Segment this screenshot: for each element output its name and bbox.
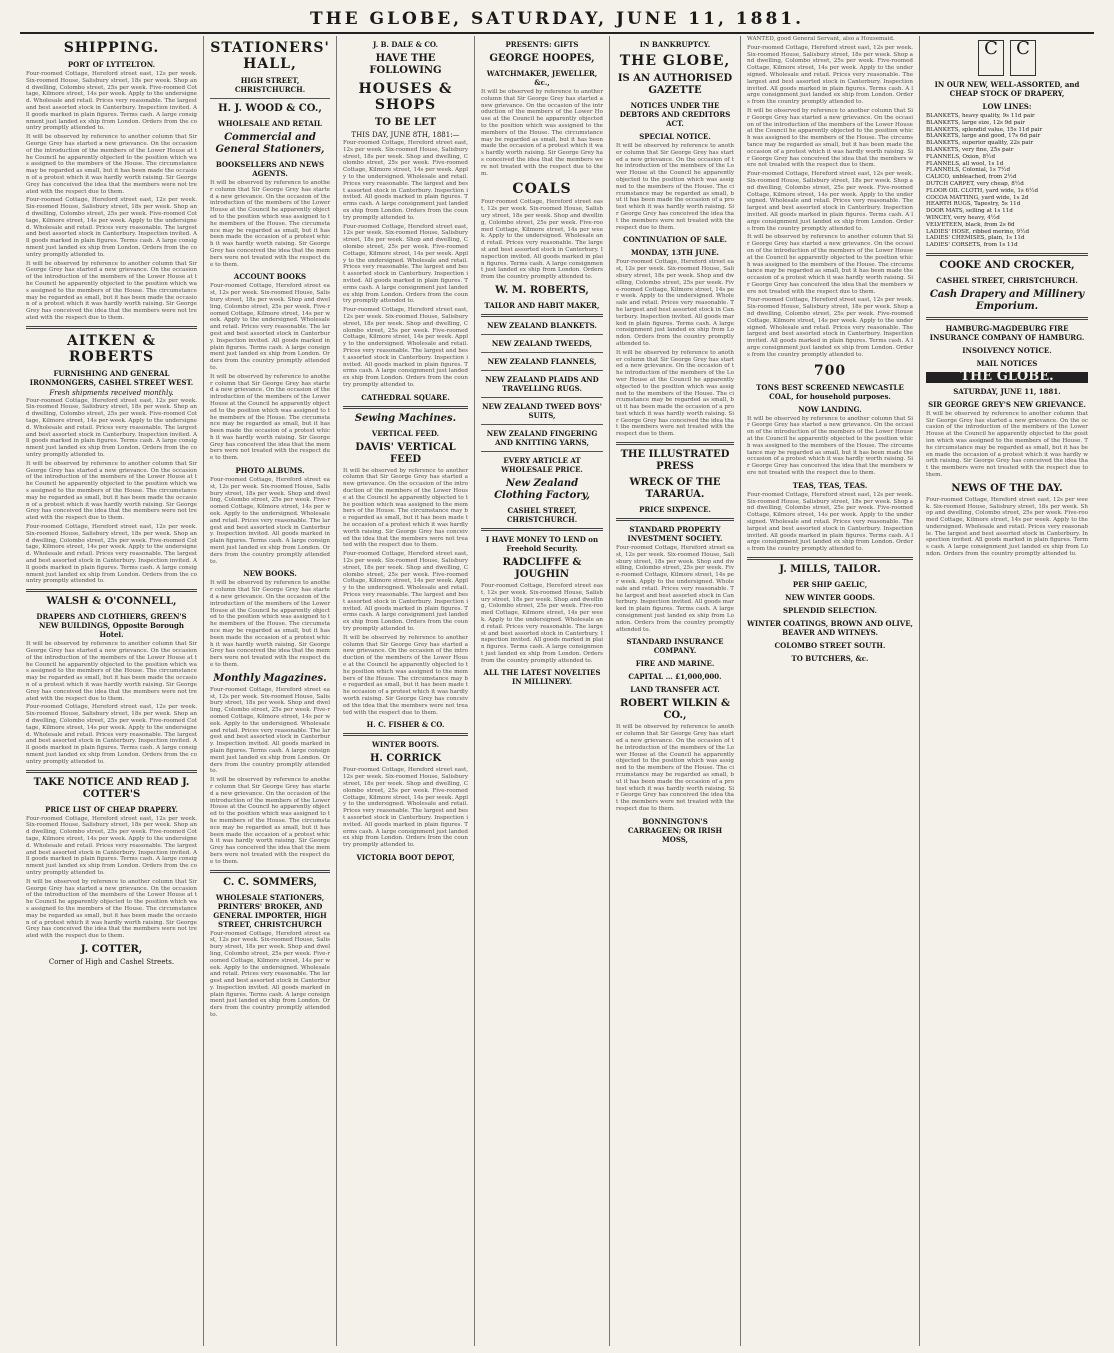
price-list-item: [926, 127, 1088, 134]
globe-title: THE GLOBE,: [619, 53, 731, 69]
wanted-1: WANTED, good General Servant, also a Housemaid.: [747, 36, 895, 42]
aitken-sub: FURNISHING AND GENERAL IRONMONGERS, CASHEL STREET WEST.: [29, 368, 194, 387]
mills-heading: J. MILLS, TAILOR.: [779, 564, 881, 575]
newspaper-columns: [20, 36, 1094, 1346]
price-list-item: [926, 147, 1088, 154]
price-list-item: [926, 154, 1088, 161]
stationers-heading: STATIONERS' HALL,: [210, 40, 330, 72]
price-item-text: VELVETEEN, black, from 2s 6d: [926, 221, 1015, 228]
masthead: THE GLOBE, SATURDAY, JUNE 11, 1881.: [20, 6, 1094, 34]
every-article: EVERY ARTICLE AT WHOLESALE PRICE.: [501, 455, 583, 474]
sale-text: Four-roomed Cottage, Hereford street east, 12s per week. Six-roomed House, Salisbury street, 18s per week. Shop and dwelling, Colombo street, 25s per week. Five-roomed Cottage, Kilmore street, 14s per week. Apply to the undersigned. Wholesale and retail. Prices very reasonable. The largest and best assorted stock in Canterbury. Inspection invited. All goods marked in plain figures. Terms cash. A large consignment just landed ex ship from London. Orders from the country promptly attended to.: [616, 259, 734, 347]
have-heading: HAVE THE FOLLOWING: [369, 53, 442, 76]
radcliffe-heading: RADCLIFFE & JOUGHIN: [502, 556, 582, 580]
date-line: THIS DAY, JUNE 8TH, 1881:—: [351, 131, 460, 139]
booksellers: BOOKSELLERS AND NEWS AGENTS.: [215, 160, 325, 178]
sommers-sub: WHOLESALE STATIONERS, PRINTERS' BROKER, AND GENERAL IMPORTER, HIGH STREET, CHRISTCHURCH: [213, 892, 327, 929]
wreck-heading: WRECK OF THE TARARUA.: [629, 477, 721, 501]
price-list-item: [926, 208, 1088, 215]
radcliffe-text: Four-roomed Cottage, Hereford street east, 12s per week. Six-roomed House, Salisbury street, 18s per week. Shop and dwelling, Colombo street, 25s per week. Five-roomed Cottage, Kilmore street, 14s per week. Apply to the undersigned. Wholesale and retail. Prices very reasonable. The largest and best assorted stock in Canterbury. Inspection invited. All goods marked in plain figures. Terms cash. A large consignment just landed ex ship from London. Orders from the country promptly attended to.: [481, 582, 604, 664]
wanted-text-4: It will be observed by reference to another column that Sir George Grey has started a new grievance. On the occasion of the introduction of the members of the Lower House at the Council he apparently objected to the position which was assigned to the members of the House. The circumstance may be regarded as small, but it has been made the occasion of a protest which it was hardly worth raising. Sir George Grey has conceived the idea that the members were not treated with the respect due to them.: [747, 234, 914, 295]
coatings: WINTER COATINGS, BROWN AND OLIVE, BEAVER AND WITNEYS.: [747, 619, 913, 637]
column-drapery: [920, 36, 1094, 1346]
low-lines: LOW LINES:: [982, 102, 1032, 111]
price-list-item: [926, 188, 1088, 195]
wanted-text: Four-roomed Cottage, Hereford street east, 12s per week. Six-roomed House, Salisbury street, 18s per week. Shop and dwelling, Colombo street, 25s per week. Five-roomed Cottage, Kilmore street, 14s per week. Apply to the undersigned. Wholesale and retail. Prices very reasonable. The largest and best assorted stock in Canterbury. Inspection invited. All goods marked in plain figures. Terms cash. A large consignment just landed ex ship from London. Orders from the country promptly attended to.: [747, 44, 913, 106]
grey-text: It will be observed by reference to another column that Sir George Grey has started a new grievance. On the occasion of the introduction of the members of the Lower House at the Council he apparently objected to the position which was assigned to the members of the House. The circumstance may be regarded as small, but it has been made the occasion of a protest which it was hardly worth raising. Sir George Grey has conceived the idea that the members were not treated with the respect due to them.: [926, 410, 1088, 478]
bonnington: BONNINGTON'S CARRAGEEN; OR IRISH MOSS,: [627, 816, 723, 844]
wood-text-2: Four-roomed Cottage, Hereford street east, 12s per week. Six-roomed House, Salisbury street, 18s per week. Shop and dwelling, Colombo street, 25s per week. Five-roomed Cottage, Kilmore street, 14s per week. Apply to the undersigned. Wholesale and retail. Prices very reasonable. The largest and best assorted stock in Canterbury. Inspection invited. All goods marked in plain figures. Terms cash. A large consignment just landed ex ship from London. Orders from the country promptly attended to.: [210, 283, 330, 371]
nz-boys: NEW ZEALAND TWEED BOYS' SUITS,: [482, 401, 602, 420]
price-item-text: HEARTH RUGS, Tapestry, 5s 11d: [926, 201, 1021, 208]
price-item-text: DOOR MATS, selling at 1s 11d: [926, 208, 1013, 215]
fisher: H. C. FISHER & CO.: [366, 720, 445, 730]
dale-text: Four-roomed Cottage, Hereford street east, 12s per week. Six-roomed House, Salisbury street, 18s per week. Shop and dwelling, Colombo street, 25s per week. Five-roomed Cottage, Kilmore street, 14s per week. Apply to the undersigned. Wholesale and retail. Prices very reasonable. The largest and best assorted stock in Canterbury. Inspection invited. All goods marked in plain figures. Terms cash. A large consignment just landed ex ship from London. Orders from the country promptly attended to.: [343, 140, 468, 221]
ship: PER SHIP GAELIC,: [792, 580, 868, 589]
column-dale: [337, 36, 475, 1346]
wood-text-5: It will be observed by reference to another column that Sir George Grey has started a new grievance. On the occasion of the introduction of the members of the Lower House at the Council he apparently objected to the position which was assigned to the members of the House. The circumstance may be regarded as small, but it has been made the occasion of a protest which it was hardly worth raising. Sir George Grey has conceived the idea that the members were not treated with the respect due to them.: [210, 580, 330, 668]
stationers-sub: HIGH STREET, CHRISTCHURCH.: [234, 76, 306, 94]
special-notice: SPECIAL NOTICE.: [639, 132, 711, 141]
vertical: VERTICAL FEED.: [371, 428, 440, 438]
coals-text: Four-roomed Cottage, Hereford street east, 12s per week. Six-roomed House, Salisbury street, 18s per week. Shop and dwelling, Colombo street, 25s per week. Five-roomed Cottage, Kilmore street, 14s per week. Apply to the undersigned. Wholesale and retail. Prices very reasonable. The largest and best assorted stock in Canterbury. Inspection invited. All goods marked in plain figures. Terms cash. A large consignment just landed ex ship from London. Orders from the country promptly attended to.: [481, 199, 604, 281]
corrick-text: Four-roomed Cottage, Hereford street east, 12s per week. Six-roomed House, Salisbury street, 18s per week. Shop and dwelling, Colombo street, 25s per week. Five-roomed Cottage, Kilmore street, 14s per week. Apply to the undersigned. Wholesale and retail. Prices very reasonable. The largest and best assorted stock in Canterbury. Inspection invited. All goods marked in plain figures. Terms cash. A large consignment just landed ex ship from London. Orders from the country promptly attended to.: [343, 767, 468, 849]
cc-logo: C C: [926, 40, 1088, 76]
splendid: SPLENDID SELECTION.: [782, 606, 877, 615]
latest: ALL THE LATEST NOVELTIES IN MILLINERY.: [483, 668, 601, 687]
price: PRICE SIXPENCE.: [639, 505, 711, 515]
price-list-item: [926, 195, 1088, 202]
globe-head: THE GLOBE.: [926, 372, 1088, 383]
price-item-text: BLANKETS, splendid value, 15s 11d pair: [926, 126, 1043, 133]
sale-text-2: It will be observed by reference to another column that Sir George Grey has started a new grievance. On the occasion of the introduction of the members of the Lower House at the Council he apparently objected to the position which was assigned to the members of the House. The circumstance may be regarded as small, but it has been made the occasion of a protest which it was hardly worth raising. Sir George Grey has conceived the idea that the members were not treated with the respect due to them.: [616, 349, 735, 438]
intro: IN OUR NEW, WELL-ASSORTED, and CHEAP STOCK OF DRAPERY,: [934, 80, 1080, 98]
davis-text: It will be observed by reference to another column that Sir George Grey has started a new grievance. On the occasion of the introduction of the members of the Lower House at the Council he apparently objected to the position which was assigned to the members of the House. The circumstance may be regarded as small, but it has been made the occasion of a protest which it was hardly worth raising. Sir George Grey has conceived the idea that the members were not treated with the respect due to them.: [343, 467, 468, 549]
dale-text-2: Four-roomed Cottage, Hereford street east, 12s per week. Six-roomed House, Salisbury street, 18s per week. Shop and dwelling, Colombo street, 25s per week. Five-roomed Cottage, Kilmore street, 14s per week. Apply to the undersigned. Wholesale and retail. Prices very reasonable. The largest and best assorted stock in Canterbury. Inspection invited. All goods marked in plain figures. Terms cash. A large consignment just landed ex ship from London. Orders from the country promptly attended to.: [343, 223, 468, 305]
wilkin-text: It will be observed by reference to another column that Sir George Grey has started a new grievance. On the occasion of the introduction of the members of the Lower House at the Council he apparently objected to the position which was assigned to the members of the House. The circumstance may be regarded as small, but it has been made the occasion of a protest which it was hardly worth raising. Sir George Grey has conceived the idea that the members were not treated with the respect due to them.: [616, 724, 735, 812]
standard-text: Four-roomed Cottage, Hereford street east, 12s per week. Six-roomed House, Salisbury street, 18s per week. Shop and dwelling, Colombo street, 25s per week. Five-roomed Cottage, Kilmore street, 14s per week. Apply to the undersigned. Wholesale and retail. Prices very reasonable. The largest and best assorted stock in Canterbury. Inspection invited. All goods marked in plain figures. Terms cash. A large consignment just landed ex ship from London. Orders from the country promptly attended to.: [616, 545, 734, 633]
nz-plaids: NEW ZEALAND PLAIDS AND TRAVELLING RUGS.: [485, 374, 599, 393]
aitken-text-2: It will be observed by reference to another column that Sir George Grey has started a new grievance. On the occasion of the introduction of the members of the Lower House at the Council he apparently objected to the position which was assigned to the members of the House. The circumstance may be regarded as small, but it has been made the occasion of a protest which it was hardly worth raising. Sir George Grey has conceived the idea that the members were not treated with the respect due to them.: [26, 460, 197, 522]
nz-tweeds: NEW ZEALAND TWEEDS,: [491, 338, 593, 348]
column-stationers: [204, 36, 337, 1346]
photo-albums: PHOTO ALBUMS.: [235, 466, 305, 476]
commercial-heading: Commercial and General Stationers,: [215, 132, 325, 155]
price-item-text: LADIES' CHEMISES, plain, 1s 11d: [926, 235, 1025, 242]
wood-text-3: It will be observed by reference to another column that Sir George Grey has started a new grievance. On the occasion of the introduction of the members of the Lower House at the Council he apparently objected to the position which was assigned to the members of the House. The circumstance may be regarded as small, but it has been made the occasion of a protest which it was hardly worth raising. Sir George Grey has conceived the idea that the members were not treated with the respect due to them.: [210, 373, 330, 462]
news-text: Four-roomed Cottage, Hereford street east, 12s per week. Six-roomed House, Salisbury street, 18s per week. Shop and dwelling, Colombo street, 25s per week. Five-roomed Cottage, Kilmore street, 14s per week. Apply to the undersigned. Wholesale and retail. Prices very reasonable. The largest and best assorted stock in Canterbury. Inspection invited. All goods marked in plain figures. Terms cash. A large consignment just landed ex ship from London. Orders from the country promptly attended to.: [926, 496, 1088, 558]
price-list-item: [926, 215, 1088, 222]
column-wanted: [741, 36, 920, 1346]
mail: MAIL NOTICES: [976, 358, 1038, 368]
walsh-text-2: Four-roomed Cottage, Hereford street east, 12s per week. Six-roomed House, Salisbury street, 18s per week. Shop and dwelling, Colombo street, 25s per week. Five-roomed Cottage, Kilmore street, 14s per week. Apply to the undersigned. Wholesale and retail. Prices very reasonable. The largest and best assorted stock in Canterbury. Inspection invited. All goods marked in plain figures. Terms cash. A large consignment just landed ex ship from London. Orders from the country promptly attended to.: [26, 704, 197, 765]
watchmaker: WATCHMAKER, JEWELLER, &c.,: [486, 69, 598, 87]
cotter-text-2: It will be observed by reference to another column that Sir George Grey has started a new grievance. On the occasion of the introduction of the members of the Lower House at the Council he apparently objected to the position which was assigned to the members of the House. The circumstance may be regarded as small, but it has been made the occasion of a protest which it was hardly worth raising. Sir George Grey has conceived the idea that the members were not treated with the respect due to them.: [26, 878, 197, 940]
price-list-item: [926, 133, 1088, 140]
nz-flannels: NEW ZEALAND FLANNELS,: [487, 356, 597, 366]
tons: TONS BEST SCREENED NEWCASTLE COAL, for household purposes.: [756, 382, 904, 401]
fire-marine: FIRE AND MARINE.: [635, 659, 715, 669]
cotter-heading: TAKE NOTICE AND READ J. COTTER'S: [33, 776, 190, 800]
wood-heading: H. J. WOOD & CO.,: [218, 103, 322, 114]
cotter-sign: J. COTTER,: [80, 943, 143, 955]
globe-date: SATURDAY, JUNE 11, 1881.: [953, 386, 1061, 396]
winter-boots: WINTER BOOTS.: [371, 740, 440, 750]
victoria: VICTORIA BOOT DEPOT,: [356, 852, 455, 862]
price-item-text: FLOOR OIL CLOTH, yard wide, 1s 6½d: [926, 187, 1039, 194]
wood-text-7: It will be observed by reference to another column that Sir George Grey has started a new grievance. On the occasion of the introduction of the members of the Lower House at the Council he apparently objected to the position which was assigned to the members of the House. The circumstance may be regarded as small, but it has been made the occasion of a protest which it was hardly worth raising. Sir George Grey has conceived the idea that the members were not treated with the respect due to them.: [210, 777, 330, 865]
now-landing: NOW LANDING.: [798, 404, 862, 414]
corrick-heading: H. CORRICK: [369, 753, 442, 765]
shipping-sub: PORT OF LYTTELTON.: [67, 60, 156, 69]
price-list-item: [926, 113, 1088, 120]
davis-heading: DAVIS' VERTICAL FEED: [355, 441, 456, 465]
price-list-item: [926, 235, 1088, 242]
column-shipping: [20, 36, 204, 1346]
price-item-text: BLANKETS, very fine, 25s pair: [926, 146, 1014, 153]
sommers-text: Four-roomed Cottage, Hereford street east, 12s per week. Six-roomed House, Salisbury street, 18s per week. Shop and dwelling, Colombo street, 25s per week. Five-roomed Cottage, Kilmore street, 14s per week. Apply to the undersigned. Wholesale and retail. Prices very reasonable. The largest and best assorted stock in Canterbury. Inspection invited. All goods marked in plain figures. Terms cash. A large consignment just landed ex ship from London. Orders from the country promptly attended to.: [210, 930, 330, 1019]
coal-text: It will be observed by reference to another column that Sir George Grey has started a new grievance. On the occasion of the introduction of the members of the Lower House at the Council he apparently objected to the position which was assigned to the members of the House. The circumstance may be regarded as small, but it has been made the occasion of a protest which it was hardly worth raising. Sir George Grey has conceived the idea that the members were not treated with the respect due to them.: [747, 415, 914, 477]
winter-goods: NEW WINTER GOODS.: [785, 593, 875, 602]
authorised: IS AN AUTHORISED GAZETTE: [617, 73, 733, 96]
to-be-let: TO BE LET: [374, 117, 437, 128]
notices: NOTICES UNDER THE DEBTORS AND CREDITORS ACT.: [619, 101, 731, 128]
wanted-text-3: Four-roomed Cottage, Hereford street east, 12s per week. Six-roomed House, Salisbury street, 18s per week. Shop and dwelling, Colombo street, 25s per week. Five-roomed Cottage, Kilmore street, 14s per week. Apply to the undersigned. Wholesale and retail. Prices very reasonable. The largest and best assorted stock in Canterbury. Inspection invited. All goods marked in plain figures. Terms cash. A large consignment just landed ex ship from London. Orders from the country promptly attended to.: [747, 171, 913, 232]
cathedral: CATHEDRAL SQUARE.: [361, 392, 450, 402]
nz-blankets: NEW ZEALAND BLANKETS.: [487, 320, 597, 330]
emporium: Cash Drapery and Millinery Emporium.: [929, 288, 1085, 312]
hoopes-heading: GEORGE HOOPES,: [489, 53, 595, 64]
aitken-text: Four-roomed Cottage, Hereford street east, 12s per week. Six-roomed House, Salisbury street, 18s per week. Shop and dwelling, Colombo street, 25s per week. Five-roomed Cottage, Kilmore street, 14s per week. Apply to the undersigned. Wholesale and retail. Prices very reasonable. The largest and best assorted stock in Canterbury. Inspection invited. All goods marked in plain figures. Terms cash. A large consignment just landed ex ship from London. Orders from the country promptly attended to.: [26, 397, 197, 459]
column-hoopes: [475, 36, 610, 1346]
price-list-item: [926, 222, 1088, 229]
price-list-item: [926, 242, 1088, 249]
price-item-text: CALICO, unbleached, from 2½d: [926, 174, 1017, 181]
davis-text-3: It will be observed by reference to another column that Sir George Grey has started a new grievance. On the occasion of the introduction of the members of the Lower House at the Council he apparently objected to the position which was assigned to the members of the House. The circumstance may be regarded as small, but it has been made the occasion of a protest which it was hardly worth raising. Sir George Grey has conceived the idea that the members were not treated with the respect due to them.: [343, 634, 468, 716]
price-item-text: BLANKETS, heavy quality, 9s 11d pair: [926, 113, 1035, 119]
butchers: TO BUTCHERS, &c.: [791, 654, 869, 663]
monthly-heading: Monthly Magazines.: [213, 672, 327, 684]
roberts-heading: W. M. ROBERTS,: [495, 284, 589, 296]
davis-text-2: Four-roomed Cottage, Hereford street east, 12s per week. Six-roomed House, Salisbury street, 18s per week. Shop and dwelling, Colombo street, 25s per week. Five-roomed Cottage, Kilmore street, 14s per week. Apply to the undersigned. Wholesale and retail. Prices very reasonable. The largest and best assorted stock in Canterbury. Inspection invited. All goods marked in plain figures. Terms cash. A large consignment just landed ex ship from London. Orders from the country promptly attended to.: [343, 551, 468, 633]
price-item-text: FLANNELS, all wool, 1s 1d: [926, 160, 1004, 167]
price-list-item: [926, 140, 1088, 147]
teas-text: Four-roomed Cottage, Hereford street east, 12s per week. Six-roomed House, Salisbury street, 18s per week. Shop and dwelling, Colombo street, 25s per week. Five-roomed Cottage, Kilmore street, 14s per week. Apply to the undersigned. Wholesale and retail. Prices very reasonable. The largest and best assorted stock in Canterbury. Inspection invited. All goods marked in plain figures. Terms cash. A large consignment just landed ex ship from London. Orders from the country promptly attended to.: [747, 491, 913, 553]
aitken-tag: Fresh shipments received monthly.: [49, 388, 174, 397]
cooke-heading: COOKE AND CROCKER,: [939, 259, 1075, 271]
price-item-text: WINCEY, very heavy, 4½d: [926, 214, 1000, 221]
price-item-text: BLANKETS, large and good, 17s 6d pair: [926, 133, 1041, 140]
clothing-heading: New Zealand Clothing Factory,: [494, 477, 590, 501]
shipping-text-3: Four-roomed Cottage, Hereford street east, 12s per week. Six-roomed House, Salisbury street, 18s per week. Shop and dwelling, Colombo street, 25s per week. Five-roomed Cottage, Kilmore street, 14s per week. Apply to the undersigned. Wholesale and retail. Prices very reasonable. The largest and best assorted stock in Canterbury. Inspection invited. All goods marked in plain figures. Terms cash. A large consignment just landed ex ship from London. Orders from the country promptly attended to.: [26, 197, 197, 258]
shipping-text-2: It will be observed by reference to another column that Sir George Grey has started a new grievance. On the occasion of the introduction of the members of the Lower House at the Council he apparently objected to the position which was assigned to the members of the House. The circumstance may be regarded as small, but it has been made the occasion of a protest which it was hardly worth raising. Sir George Grey has conceived the idea that the members were not treated with the respect due to them.: [26, 134, 197, 195]
news-heading: NEWS OF THE DAY.: [951, 482, 1063, 494]
land: LAND TRANSFER ACT.: [630, 685, 720, 695]
wilkin-heading: ROBERT WILKIN & CO.,: [619, 698, 731, 722]
price-item-text: BLANKETS, superior quality, 22s pair: [926, 140, 1034, 147]
price-item-text: LADIES' HOSE, ribbed merino, 9½d: [926, 228, 1030, 235]
wood-text-6: Four-roomed Cottage, Hereford street east, 12s per week. Six-roomed House, Salisbury street, 18s per week. Shop and dwelling, Colombo street, 25s per week. Five-roomed Cottage, Kilmore street, 14s per week. Apply to the undersigned. Wholesale and retail. Prices very reasonable. The largest and best assorted stock in Canterbury. Inspection invited. All goods marked in plain figures. Terms cash. A large consignment just landed ex ship from London. Orders from the country promptly attended to.: [210, 686, 330, 775]
price-list: [926, 113, 1088, 249]
dale-text-3: Four-roomed Cottage, Hereford street east, 12s per week. Six-roomed House, Salisbury street, 18s per week. Shop and dwelling, Colombo street, 25s per week. Five-roomed Cottage, Kilmore street, 14s per week. Apply to the undersigned. Wholesale and retail. Prices very reasonable. The largest and best assorted stock in Canterbury. Inspection invited. All goods marked in plain figures. Terms cash. A large consignment just landed ex ship from London. Orders from the country promptly attended to.: [343, 307, 468, 388]
walsh-text: It will be observed by reference to another column that Sir George Grey has started a new grievance. On the occasion of the introduction of the members of the Lower House at the Council he apparently objected to the position which was assigned to the members of the House. The circumstance may be regarded as small, but it has been made the occasion of a protest which it was hardly worth raising. Sir George Grey has conceived the idea that the members were not treated with the respect due to them.: [26, 641, 197, 702]
new-books: NEW BOOKS.: [243, 569, 297, 579]
insolvency: INSOLVENCY NOTICE.: [962, 345, 1052, 355]
wood-sub: WHOLESALE AND RETAIL: [218, 119, 322, 128]
cotter-addr: Corner of High and Cashel Streets.: [48, 957, 175, 966]
teas: TEAS, TEAS, TEAS.: [792, 480, 868, 490]
bankruptcy: IN BANKRUPTCY.: [639, 40, 711, 49]
hoopes-text: It will be observed by reference to another column that Sir George Grey has started a new grievance. On the occasion of the introduction of the members of the Lower House at the Council he apparently objected to the position which was assigned to the members of the House. The circumstance may be regarded as small, but it has been made the occasion of a protest which it was hardly worth raising. Sir George Grey has conceived the idea that the members were not treated with the respect due to them.: [481, 89, 603, 177]
capital: CAPITAL ... £1,000,000.: [628, 672, 722, 682]
sommers-heading: C. C. SOMMERS,: [223, 876, 317, 888]
grey-heading: SIR GEORGE GREY'S NEW GRIEVANCE.: [928, 399, 1086, 409]
presents: PRESENTS: GIFTS: [505, 40, 579, 49]
clothing-addr: CASHEL STREET, CHRISTCHURCH.: [506, 505, 578, 524]
price-list-item: [926, 174, 1088, 181]
price-list-item: [926, 181, 1088, 188]
walsh-sub: DRAPERS AND CLOTHIERS, GREEN'S NEW BUILDINGS, Opposite Borough Hotel.: [36, 612, 187, 640]
price-list-item: [926, 229, 1088, 236]
price-item-text: FLANNELS, Colonial, 1s 7½d: [926, 167, 1011, 174]
price-item-text: BLANKETS, large size, 12s 9d pair: [926, 119, 1025, 126]
continuation: CONTINUATION OF SALE.: [623, 235, 727, 245]
wanted-text-5: Four-roomed Cottage, Hereford street east, 12s per week. Six-roomed House, Salisbury street, 18s per week. Shop and dwelling, Colombo street, 25s per week. Five-roomed Cottage, Kilmore street, 14s per week. Apply to the undersigned. Wholesale and retail. Prices very reasonable. The largest and best assorted stock in Canterbury. Inspection invited. All goods marked in plain figures. Terms cash. A large consignment just landed ex ship from London. Orders from the country promptly attended to.: [747, 297, 913, 358]
cotter-text: Four-roomed Cottage, Hereford street east, 12s per week. Six-roomed House, Salisbury street, 18s per week. Shop and dwelling, Colombo street, 25s per week. Five-roomed Cottage, Kilmore street, 14s per week. Apply to the undersigned. Wholesale and retail. Prices very reasonable. The largest and best assorted stock in Canterbury. Inspection invited. All goods marked in plain figures. Terms cash. A large consignment just landed ex ship from London. Orders from the country promptly attended to.: [26, 815, 197, 876]
nz-fingering: NEW ZEALAND FINGERING AND KNITTING YARNS,: [486, 428, 598, 447]
wanted-text-2: It will be observed by reference to another column that Sir George Grey has started a new grievance. On the occasion of the introduction of the members of the Lower House at the Council he apparently objected to the position which was assigned to the members of the House. The circumstance may be regarded as small, but it has been made the occasion of a protest which it was hardly worth raising. Sir George Grey has conceived the idea that the members were not treated with the respect due to them.: [747, 107, 914, 169]
shipping-heading: SHIPPING.: [63, 40, 160, 56]
account-books: ACCOUNT BOOKS: [233, 272, 307, 282]
illustrated-heading: THE ILLUSTRATED PRESS: [620, 449, 730, 473]
price-item-text: LADIES' CORSETS, from 1s 11d: [926, 242, 1018, 249]
cotter-sub: PRICE LIST OF CHEAP DRAPERY.: [45, 804, 178, 814]
wood-text-4: Four-roomed Cottage, Hereford street east, 12s per week. Six-roomed House, Salisbury street, 18s per week. Shop and dwelling, Colombo street, 25s per week. Five-roomed Cottage, Kilmore street, 14s per week. Apply to the undersigned. Wholesale and retail. Prices very reasonable. The largest and best assorted stock in Canterbury. Inspection invited. All goods marked in plain figures. Terms cash. A large consignment just landed ex ship from London. Orders from the country promptly attended to.: [210, 477, 330, 565]
wood-text: It will be observed by reference to another column that Sir George Grey has started a new grievance. On the occasion of the introduction of the members of the Lower House at the Council he apparently objected to the position which was assigned to the members of the House. The circumstance may be regarded as small, but it has been made the occasion of a protest which it was hardly worth raising. Sir George Grey has conceived the idea that the members were not treated with the respect due to them.: [210, 180, 330, 268]
lend: I HAVE MONEY TO LEND on Freehold Security.: [485, 534, 599, 553]
column-globe-notices: [610, 36, 741, 1346]
dale-heading: J. B. DALE & CO.: [372, 40, 439, 49]
insurance: STANDARD INSURANCE COMPANY.: [626, 637, 724, 656]
walsh-heading: WALSH & O'CONNELL,: [46, 596, 177, 608]
aitken-heading: AITKEN & ROBERTS: [67, 332, 156, 365]
price-list-item: [926, 201, 1088, 208]
price-item-text: DUTCH CARPET, very cheap, 8½d: [926, 180, 1024, 187]
aitken-text-3: Four-roomed Cottage, Hereford street east, 12s per week. Six-roomed House, Salisbury street, 18s per week. Shop and dwelling, Colombo street, 25s per week. Five-roomed Cottage, Kilmore street, 14s per week. Apply to the undersigned. Wholesale and retail. Prices very reasonable. The largest and best assorted stock in Canterbury. Inspection invited. All goods marked in plain figures. Terms cash. A large consignment just landed ex ship from London. Orders from the country promptly attended to.: [26, 524, 197, 585]
shipping-text-4: It will be observed by reference to another column that Sir George Grey has started a new grievance. On the occasion of the introduction of the members of the Lower House at the Council he apparently objected to the position which was assigned to the members of the House. The circumstance may be regarded as small, but it has been made the occasion of a protest which it was hardly worth raising. Sir George Grey has conceived the idea that the members were not treated with the respect due to them.: [26, 260, 197, 321]
shipping-text: Four-roomed Cottage, Hereford street east, 12s per week. Six-roomed House, Salisbury street, 18s per week. Shop and dwelling, Colombo street, 25s per week. Five-roomed Cottage, Kilmore street, 14s per week. Apply to the undersigned. Wholesale and retail. Prices very reasonable. The largest and best assorted stock in Canterbury. Inspection invited. All goods marked in plain figures. Terms cash. A large consignment just landed ex ship from London. Orders from the country promptly attended to.: [26, 71, 197, 132]
coals-heading: COALS: [512, 181, 572, 198]
standard: STANDARD PROPERTY INVESTMENT SOCIETY.: [627, 525, 723, 544]
price-list-item: [926, 120, 1088, 127]
coal-qty: 700: [813, 362, 847, 379]
houses-heading: HOUSES & SHOPS: [358, 81, 453, 113]
price-item-text: COCOA MATTING, yard wide, 1s 2d: [926, 194, 1029, 201]
colombo: COLOMBO STREET SOUTH.: [774, 641, 886, 650]
price-item-text: FLANNELS, Oxion, 8½d: [926, 153, 996, 160]
cooke-addr: CASHEL STREET, CHRISTCHURCH.: [936, 275, 1078, 285]
roberts-sub: TAILOR AND HABIT MAKER,: [484, 300, 600, 310]
special-text: It will be observed by reference to another column that Sir George Grey has started a new grievance. On the occasion of the introduction of the members of the Lower House at the Council he apparently objected to the position which was assigned to the members of the House. The circumstance may be regarded as small, but it has been made the occasion of a protest which it was hardly worth raising. Sir George Grey has conceived the idea that the members were not treated with the respect due to them.: [616, 143, 735, 231]
sewing-heading: Sewing Machines.: [354, 412, 457, 424]
hamburg: HAMBURG-MAGDEBURG FIRE INSURANCE COMPANY OF HAMBURG.: [929, 323, 1085, 342]
monday: MONDAY, 13TH JUNE.: [631, 248, 719, 258]
